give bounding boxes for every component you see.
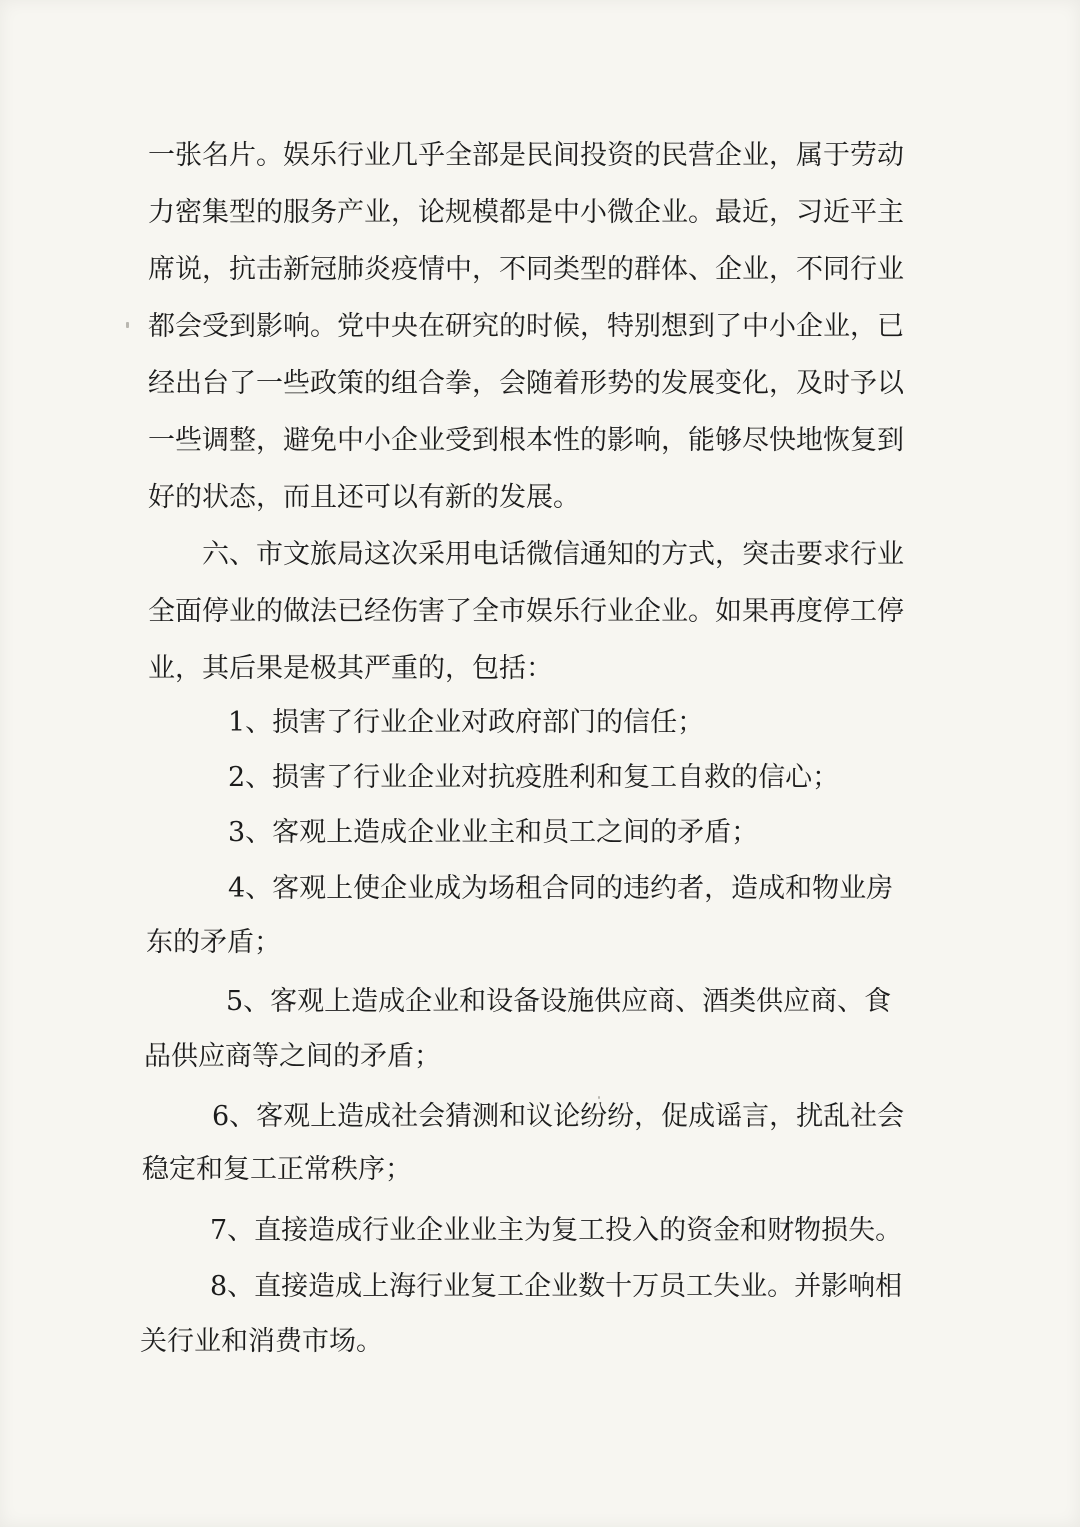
list-item-6-line-1: 6、客观上造成社会猜测和议论纷纷，促成谣言，扰乱社会 bbox=[212, 1101, 905, 1132]
list-item-1: 1、损害了行业企业对政府部门的信任； bbox=[228, 707, 705, 738]
list-item-5-line-1: 5、客观上造成企业和设备设施供应商、酒类供应商、食 bbox=[226, 986, 892, 1017]
list-item-5-line-2: 品供应商等之间的矛盾； bbox=[144, 1041, 441, 1072]
para1-line-1: 一张名片。娱乐行业几乎全部是民间投资的民营企业，属于劳动 bbox=[148, 140, 904, 171]
list-item-7: 7、直接造成行业企业业主为复工投入的资金和财物损失。 bbox=[210, 1215, 903, 1246]
list-item-8-line-1: 8、直接造成上海行业复工企业数十万员工失业。并影响相 bbox=[210, 1271, 903, 1302]
para2-line-2: 全面停业的做法已经伤害了全市娱乐行业企业。如果再度停工停 bbox=[148, 596, 904, 627]
scan-speck bbox=[126, 322, 129, 328]
para2-line-1: 六、市文旅局这次采用电话微信通知的方式，突击要求行业 bbox=[202, 539, 904, 570]
scan-speck bbox=[598, 1096, 600, 1099]
list-item-6-line-2: 稳定和复工正常秩序； bbox=[142, 1154, 412, 1185]
para1-line-7: 好的状态，而且还可以有新的发展。 bbox=[148, 482, 580, 513]
para1-line-3: 席说，抗击新冠肺炎疫情中，不同类型的群体、企业，不同行业 bbox=[148, 254, 904, 285]
para1-line-5: 经出台了一些政策的组合拳，会随着形势的发展变化，及时予以 bbox=[148, 368, 904, 399]
list-item-4-line-1: 4、客观上使企业成为场租合同的违约者，造成和物业房 bbox=[228, 873, 894, 904]
para2-line-3: 业，其后果是极其严重的，包括： bbox=[148, 653, 553, 684]
list-item-4-line-2: 东的矛盾； bbox=[146, 927, 281, 958]
para1-line-6: 一些调整，避免中小企业受到根本性的影响，能够尽快地恢复到 bbox=[148, 425, 904, 456]
para1-line-2: 力密集型的服务产业，论规模都是中小微企业。最近，习近平主 bbox=[148, 197, 904, 228]
para1-line-4: 都会受到影响。党中央在研究的时候，特别想到了中小企业，已 bbox=[148, 311, 904, 342]
list-item-3: 3、客观上造成企业业主和员工之间的矛盾； bbox=[228, 817, 759, 848]
list-item-8-line-2: 关行业和消费市场。 bbox=[140, 1326, 383, 1357]
list-item-2: 2、损害了行业企业对抗疫胜利和复工自救的信心； bbox=[228, 762, 840, 793]
